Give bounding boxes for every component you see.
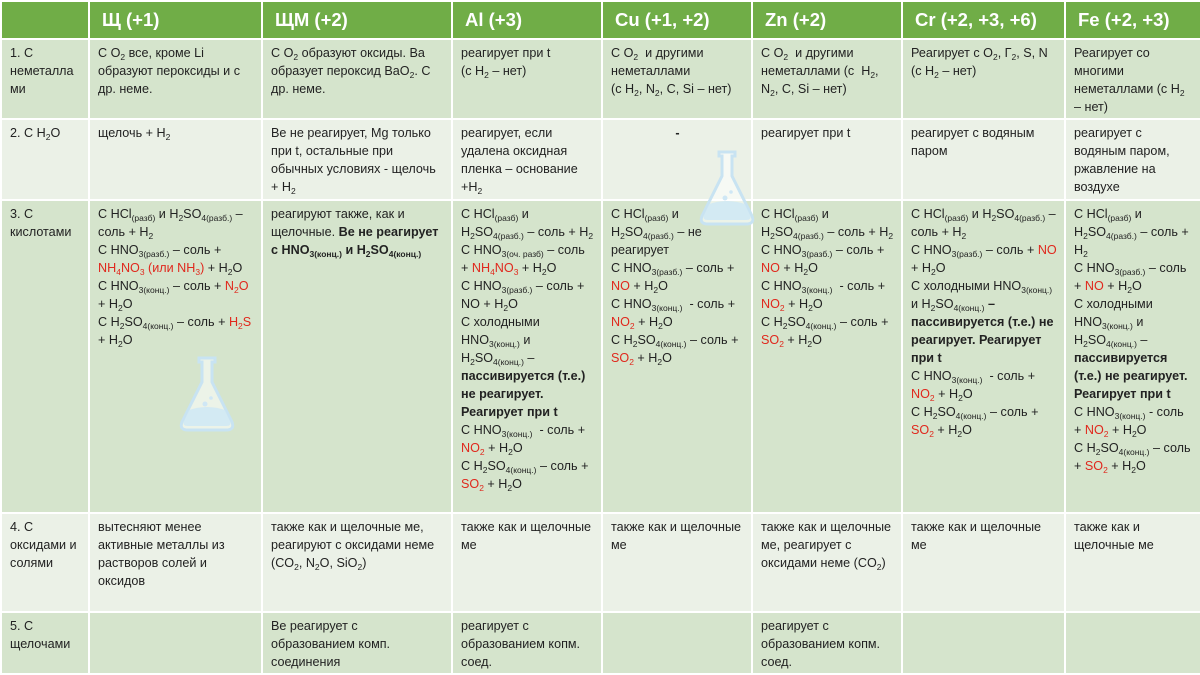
column-header: Щ (+1) xyxy=(89,1,262,39)
table-cell: С HCl$_{(разб)}$ и $H_2SO_{4(разб.)}$ – не реагирует С $HNO_{3(разб.)}$ – соль + NO + $H_2O$ С $HNO_{3(конц.)}$ - соль + $NO_2 + H_2O$ С $H_2SO_{4(конц.)}$ – соль + $SO_2 + H_2O$ xyxy=(602,200,752,513)
table-cell: Реагирует с $O_2$, $Г_2$, S, N (с $H_2 - нет$) xyxy=(902,39,1065,119)
table-cell: - xyxy=(602,119,752,199)
table-cell: С HCl$_{(разб)}$ и $H_2SO_{4(разб.)}$ – соль + $H_2$ С $HNO_{3(разб.)}$ – соль + $NH_4NO_3$ (или $NH_3) + H_2O$ С $HNO_{3(конц.)}$ – соль + $N_2O + H_2O$ С $H_2SO_{4(конц.)}$ – соль + $H_2S + H_2O$ xyxy=(89,200,262,513)
table-cell: реагирует при t (с $H_2 - нет$) xyxy=(452,39,602,119)
column-header: ЩМ (+2) xyxy=(262,1,452,39)
column-header: Cu (+1, +2) xyxy=(602,1,752,39)
table-cell: также как и щелочные ме xyxy=(452,513,602,611)
table-cell: также как и щелочные ме xyxy=(902,513,1065,611)
table-cell xyxy=(89,612,262,674)
table-cell: Be не реагирует, Mg только при t, остальные при обычных условиях - щелочь + $H_2$ xyxy=(262,119,452,199)
column-header: Cr (+2, +3, +6) xyxy=(902,1,1065,39)
table-cell: С HCl$_{(разб)}$ и $H_2SO_{4(разб.)}$ – соль + $H_2$ С $HNO_{3(разб.)}$ – соль + NO + $H_2O$ С холодными $HNO_{3(конц.)}$ и $H_2SO_{4(конц.)}$ – пассивируется (т.е.) не реагирует. Реагирует при t С $HNO_{3(конц.)}$ - соль + $NO_2 + H_2O$ С $H_2SO_{4(конц.)}$ – соль + $SO_2 + H_2O$ xyxy=(1065,200,1200,513)
header-corner xyxy=(1,1,89,39)
row-label: 3. С кислотами xyxy=(1,200,89,513)
table-cell: щелочь + $H_2$ xyxy=(89,119,262,199)
table-cell: С $O_2$ образуют оксиды. Ва образует пероксид BaO$_2$. С др. неме. xyxy=(262,39,452,119)
row-label: 5. С щелочами xyxy=(1,612,89,674)
table-cell: реагируют также, как и щелочные. Ве не реагирует с $HNO_{3(конц.)}$ и $H_2SO_{4(конц.)}$ xyxy=(262,200,452,513)
table-cell: реагирует при t xyxy=(752,119,902,199)
row-alkalis xyxy=(1,612,1200,674)
table-cell: Реагирует со многими неметаллами (с $H_2 - нет$) xyxy=(1065,39,1200,119)
table-cell: Be реагирует с образованием комп. соединения xyxy=(262,612,452,674)
row-label: 4. С оксидами и солями xyxy=(1,513,89,611)
flask-icon xyxy=(695,148,759,228)
table-cell: С HCl$_{(разб)}$ и $H_2SO_{4(разб.)}$ – соль + $H_2$ С $HNO_{3(оч. разб)}$ – соль + $NH_4NO_3 + H_2O$ С $HNO_{3(разб.)}$ – соль + NO + $H_2O$ С холодными $HNO_{3(конц.)}$ и $H_2SO_{4(конц.)}$ – пассивируется (т.е.) не реагирует. Реагирует при t С $HNO_{3(конц.)}$ - соль + $NO_2 + H_2O$ С $H_2SO_{4(конц.)}$ – соль + $SO_2 + H_2O$ xyxy=(452,200,602,513)
column-header: Zn (+2) xyxy=(752,1,902,39)
column-header: Fe (+2, +3) xyxy=(1065,1,1200,39)
row-water xyxy=(1,119,1200,199)
row-label: 1. С неметалла ми xyxy=(1,39,89,119)
row-oxides-salts xyxy=(1,513,1200,611)
table-cell: также как и щелочные ме xyxy=(1065,513,1200,611)
table-cell: вытесняют менее активные металлы из растворов солей и оксидов xyxy=(89,513,262,611)
table-cell: также как и щелочные ме, реагируют с оксидами неме ($CO_2$, $N_2O$, SiO$_2$) xyxy=(262,513,452,611)
table-cell: С HCl$_{(разб)}$ и $H_2SO_{4(разб.)}$ – соль + $H_2$ С $HNO_{3(разб.)}$ – соль + NO + $H_2O$ С холодными $HNO_{3(конц.)}$ и $H_2SO_{4(конц.)}$ – пассивируется (т.е.) не реагирует. Реагирует при t С $HNO_{3(конц.)}$ - соль + $NO_2 + H_2O$ С $H_2SO_{4(конц.)}$ – соль + $SO_2 + H_2O$ xyxy=(902,200,1065,513)
row-nonmetals xyxy=(1,39,1200,119)
table-cell: С $O_2$ и другими неметаллами (с $H_2$, $N_2$, C, Si – нет) xyxy=(752,39,902,119)
row-label: 2. С $H_2O$ xyxy=(1,119,89,199)
table-cell: С HCl$_{(разб)}$ и $H_2SO_{4(разб.)}$ – соль + $H_2$ С $HNO_{3(разб.)}$ – соль + NO + $H_2O$ С $HNO_{3(конц.)}$ - соль + $NO_2 + H_2O$ С $H_2SO_{4(конц.)}$ – соль + $SO_2 + H_2O$ xyxy=(752,200,902,513)
table-cell: реагирует, если удалена оксидная пленка – основание $+H_2$ xyxy=(452,119,602,199)
table-cell: также как и щелочные ме, реагирует с оксидами неме $(CO_2)$ xyxy=(752,513,902,611)
table-cell: С $O_2$ все, кроме Li образуют пероксиды и с др. неме. xyxy=(89,39,262,119)
column-header: Al (+3) xyxy=(452,1,602,39)
table-cell: реагирует с образованием копм. соед. xyxy=(452,612,602,674)
table-cell: также как и щелочные ме xyxy=(602,513,752,611)
table-cell xyxy=(1065,612,1200,674)
table-cell: С $O_2$ и другими неметаллами (с $H_2$, $N_2$, C, Si – нет) xyxy=(602,39,752,119)
table-cell: реагирует с водяным паром, ржавление на воздухе xyxy=(1065,119,1200,199)
table-cell: реагирует с образованием копм. соед. xyxy=(752,612,902,674)
table-cell xyxy=(602,612,752,674)
flask-icon xyxy=(175,354,239,434)
header-row xyxy=(1,1,1200,39)
table-cell: реагирует с водяным паром xyxy=(902,119,1065,199)
table-cell xyxy=(902,612,1065,674)
